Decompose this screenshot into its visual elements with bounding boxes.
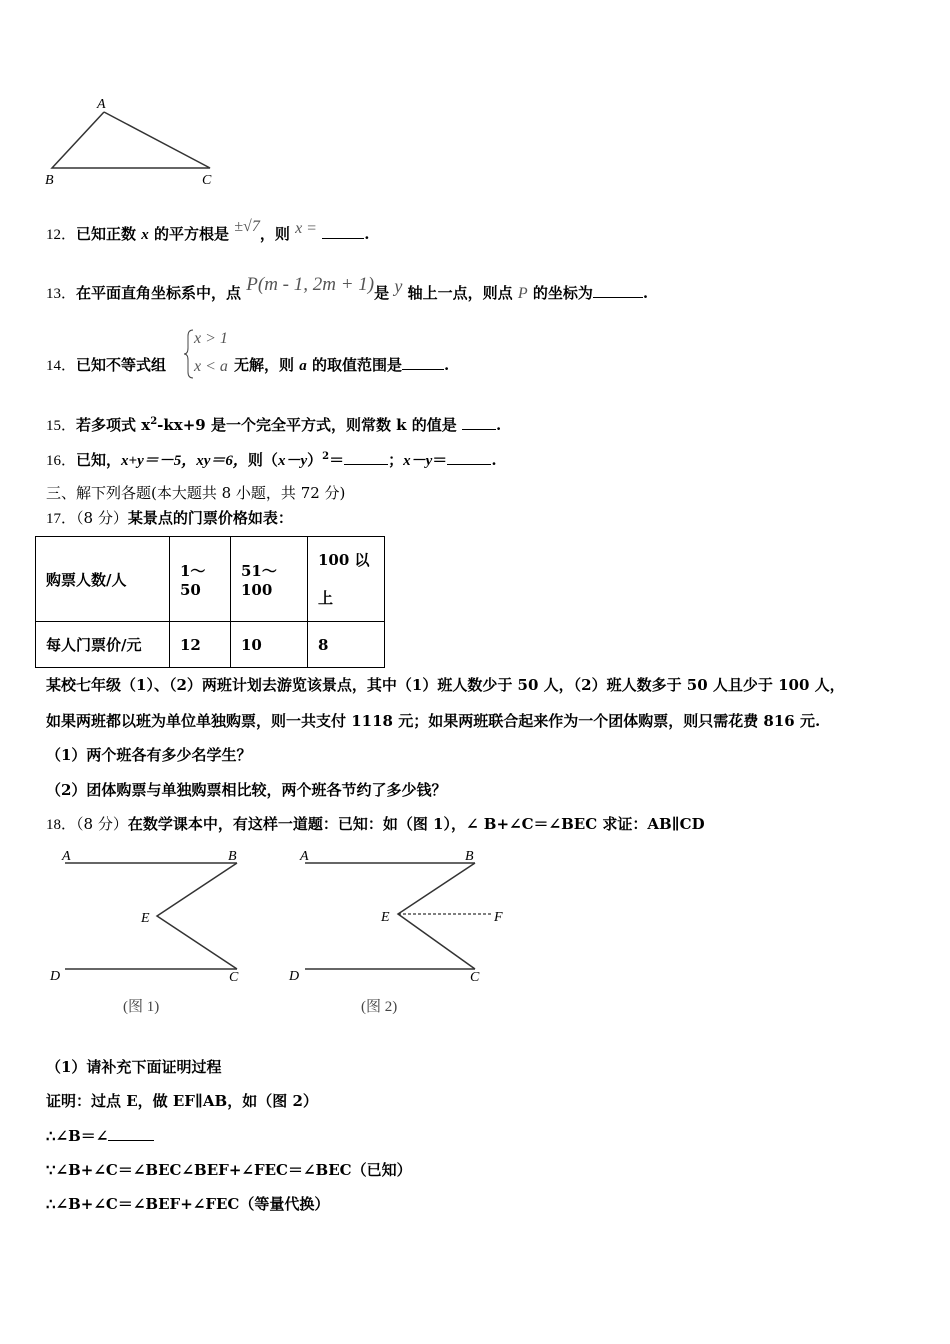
fig2-label-c: C	[470, 970, 480, 985]
question-14	[46, 354, 166, 375]
q16-eq1: x+y＝－5，	[121, 453, 197, 469]
q13-var: y	[394, 276, 403, 296]
q15-text1: 若多项式 x	[76, 416, 151, 434]
q12-text2: 的平方根是	[154, 225, 230, 243]
q17-number: 17．	[46, 511, 77, 527]
q12-var: x	[141, 227, 149, 243]
q17-para2: 如果两班都以班为单位单独购票，则一共支付 1118 元；如果两班联合起来作为一个团体购票，则只需花费 816 元.	[46, 712, 821, 730]
q13-expr: P(m - 1, 2m + 1)	[246, 274, 375, 295]
q14-var: a	[299, 358, 307, 374]
q13-text2: 是	[374, 284, 390, 302]
q14-text2: 无解，则	[234, 356, 295, 374]
q18-line4: ∴∠B+∠C＝∠BEF+∠FEC（等量代换）	[46, 1195, 330, 1213]
q18-line1: 证明：过点 E，做 EF∥AB，如（图 2）	[46, 1092, 318, 1110]
q14-answer-blank[interactable]	[402, 355, 444, 370]
section-3-title: 三、解下列各题(本大题共 8 小题，共 72 分)	[46, 484, 346, 502]
fig2-line-bec	[398, 863, 475, 969]
q14-end: .	[444, 356, 450, 374]
fig2-label-f: F	[494, 910, 503, 925]
q14-ineq2: x < a	[194, 358, 228, 375]
q16-text3: ）	[307, 451, 323, 469]
question-18	[46, 813, 705, 834]
q14-number: 14．	[46, 358, 77, 374]
fig1-caption: (图 1)	[123, 999, 160, 1015]
fig2-label-d: D	[289, 969, 300, 984]
q13-end: .	[642, 284, 649, 302]
q12-number: 12．	[46, 227, 77, 243]
q15-answer-blank[interactable]	[462, 415, 496, 430]
fig2-label-a: A	[300, 849, 309, 864]
fig2-caption: (图 2)	[361, 999, 398, 1015]
question-13	[46, 274, 649, 304]
triangle-label-b: B	[45, 173, 54, 188]
fig1-label-a: A	[62, 849, 71, 864]
table-cell-line2: 上	[318, 589, 334, 607]
q16-text2: 则（	[247, 451, 278, 469]
fig1-label-e: E	[141, 911, 150, 926]
question-15	[46, 414, 501, 435]
table-row	[36, 622, 385, 668]
triangle-label-a: A	[97, 97, 106, 112]
q12-text3: ，则	[259, 225, 290, 243]
q18-answer-blank[interactable]	[108, 1126, 154, 1141]
triangle-lines	[52, 112, 210, 168]
q12-text1: 已知正数	[76, 225, 137, 243]
table-cell: 8	[308, 622, 385, 668]
q18-line2: ∴∠B＝∠	[46, 1127, 109, 1145]
q15-text2: -kx+9 是一个完全平方式，则常数 k 的值是	[157, 416, 457, 434]
triangle-figure	[40, 94, 230, 189]
q15-end: .	[496, 416, 502, 434]
q14-text1: 已知不等式组	[76, 356, 167, 374]
table-cell: 12	[170, 622, 231, 668]
q18-number: 18．	[46, 817, 77, 833]
table-cell-line1: 100 以	[318, 551, 370, 569]
q14-ineq1: x > 1	[194, 330, 228, 347]
q18-line2-row	[46, 1125, 154, 1146]
fig1-label-b: B	[228, 849, 237, 864]
q13-answer-blank[interactable]	[593, 283, 643, 298]
q16-number: 16．	[46, 453, 77, 469]
q18-sub1: （1）请补充下面证明过程	[46, 1058, 222, 1076]
q17-sub2: （2）团体购票与单独购票相比较，两个班各节约了多少钱？	[46, 781, 447, 799]
q17-para1: 某校七年级（1）、（2）两班计划去游览该景点，其中（1）班人数少于 50 人，（2）班人数多于 50 人且少于 100 人，	[46, 676, 845, 694]
fig1-label-d: D	[50, 969, 61, 984]
q13-text3: 轴上一点，则点	[407, 284, 513, 302]
q16-sup: 2	[322, 451, 330, 462]
question-16	[46, 449, 497, 470]
table-cell	[308, 537, 385, 622]
q13-number: 13．	[46, 286, 77, 302]
triangle-label-c: C	[202, 173, 212, 188]
table-cell: 购票人数/人	[36, 537, 170, 622]
question-12	[46, 218, 370, 244]
q16-text5: ＝	[432, 451, 448, 469]
q12-expr: ±√7	[234, 218, 260, 235]
q17-points: （8 分）	[76, 509, 128, 527]
q13-var2: P	[517, 285, 528, 302]
q14-text3: 的取值范围是	[311, 356, 402, 374]
q18-points: （8 分）	[76, 815, 128, 833]
q12-answer-blank[interactable]	[322, 224, 364, 239]
table-row	[36, 537, 385, 622]
figure-2	[285, 843, 515, 1018]
fig1-label-c: C	[229, 970, 239, 985]
figure-1	[45, 843, 255, 1018]
table-cell: 10	[231, 622, 308, 668]
table-cell: 每人门票价/元	[36, 622, 170, 668]
q16-answer-blank-1[interactable]	[344, 450, 388, 465]
q15-number: 15．	[46, 418, 77, 434]
q16-text1: 已知，	[76, 451, 122, 469]
q16-sep: ；	[388, 451, 404, 469]
table-cell: 1～50	[170, 537, 231, 622]
fig2-label-e: E	[381, 910, 390, 925]
q18-text: 在数学课本中，有这样一道题：已知：如（图 1），∠ B+∠C＝∠BEC 求证：AB∥CD	[127, 815, 705, 833]
q16-expr2: x－y	[403, 453, 433, 469]
q15-sup: 2	[150, 416, 158, 427]
q12-end: .	[364, 225, 370, 243]
q16-answer-blank-2[interactable]	[447, 450, 491, 465]
question-14-rest	[234, 354, 449, 375]
q16-text4: ＝	[329, 451, 345, 469]
ticket-price-table	[35, 536, 385, 668]
q16-end: .	[491, 451, 497, 469]
table-cell: 51～100	[231, 537, 308, 622]
q18-line3: ∵∠B+∠C＝∠BEC∠BEF+∠FEC＝∠BEC（已知）	[46, 1161, 412, 1179]
q16-eq2: xy＝6，	[196, 453, 248, 469]
q13-text1: 在平面直角坐标系中，点	[76, 284, 242, 302]
question-17	[46, 507, 293, 528]
q17-sub1: （1）两个班各有多少名学生？	[46, 746, 252, 764]
q13-text4: 的坐标为	[532, 284, 593, 302]
q12-expr2: x =	[295, 220, 317, 237]
q16-expr1: x－y	[277, 453, 308, 469]
fig2-label-b: B	[465, 849, 474, 864]
fig1-line-bec	[157, 863, 237, 969]
q17-text: 某景点的门票价格如表：	[127, 509, 293, 527]
